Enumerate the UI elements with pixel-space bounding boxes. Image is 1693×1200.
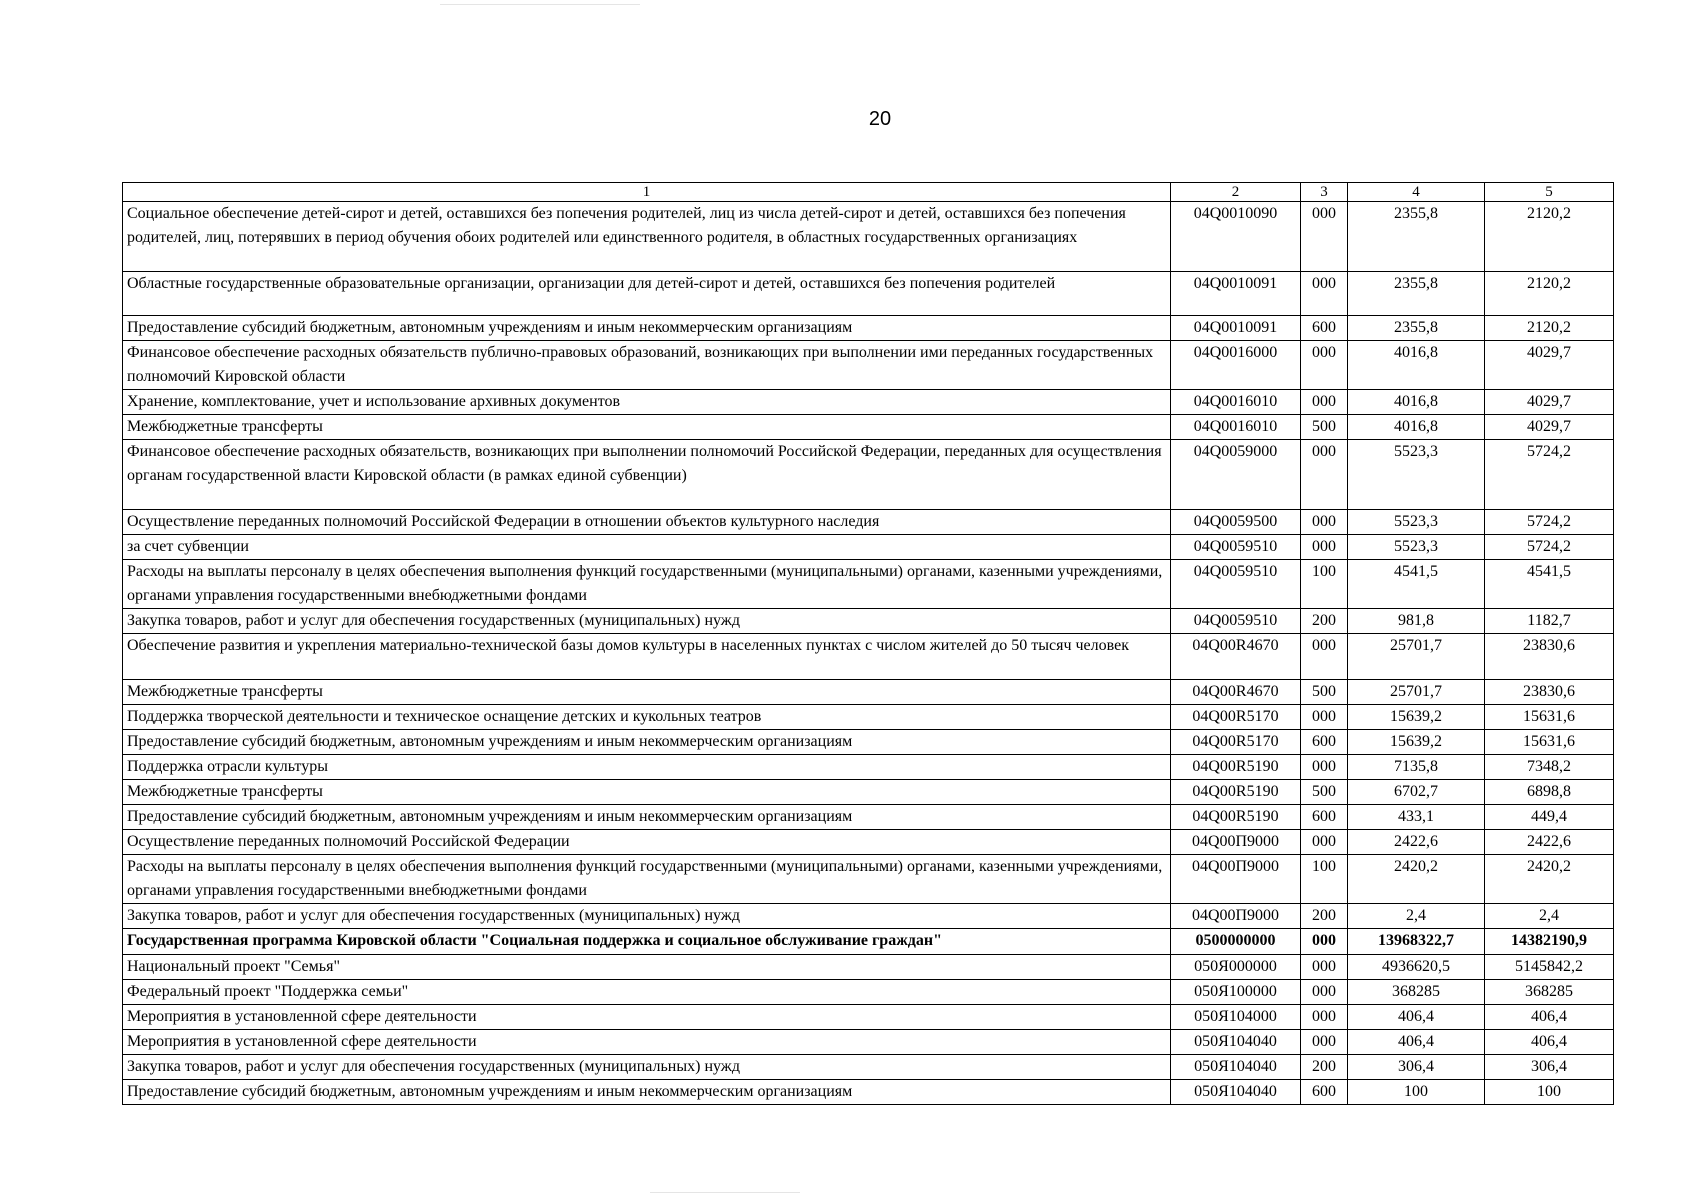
row-type-cell: 200 [1301, 1055, 1348, 1080]
scan-artifact [440, 4, 640, 5]
row-name-cell: Расходы на выплаты персоналу в целях обеспечения выполнения функций государственными (муниципальными) органами, казенными учреждениями, органами управления государственными внебюджетными фондами [123, 560, 1171, 609]
row-type-cell: 000 [1301, 1005, 1348, 1030]
row-value-col4-cell: 306,4 [1348, 1055, 1485, 1080]
row-name-cell: Предоставление субсидий бюджетным, автономным учреждениям и иным некоммерческим организациям [123, 316, 1171, 341]
row-name-cell: Предоставление субсидий бюджетным, автономным учреждениям и иным некоммерческим организациям [123, 730, 1171, 755]
table-row [123, 855, 1614, 904]
row-value-col4-cell: 2355,8 [1348, 272, 1485, 316]
row-value-col4-cell: 4016,8 [1348, 341, 1485, 390]
table-row [123, 415, 1614, 440]
row-name-cell: Национальный проект "Семья" [123, 955, 1171, 980]
row-type-cell: 000 [1301, 830, 1348, 855]
row-type-cell: 000 [1301, 390, 1348, 415]
row-value-col4-cell: 368285 [1348, 980, 1485, 1005]
row-type-cell: 600 [1301, 805, 1348, 830]
row-value-col5-cell: 406,4 [1485, 1005, 1614, 1030]
row-value-col4-cell: 2420,2 [1348, 855, 1485, 904]
table-row [123, 440, 1614, 510]
row-value-col4-cell: 6702,7 [1348, 780, 1485, 805]
table-row [123, 730, 1614, 755]
row-name-cell: Обеспечение развития и укрепления материально-технической базы домов культуры в населенных пунктах с числом жителей до 50 тысяч человек [123, 634, 1171, 680]
row-code-cell: 04Q0059510 [1171, 609, 1301, 634]
row-value-col4-cell: 4016,8 [1348, 415, 1485, 440]
table-row [123, 1005, 1614, 1030]
row-value-col4-cell: 2355,8 [1348, 202, 1485, 272]
table-row [123, 780, 1614, 805]
row-code-cell: 04Q00R5170 [1171, 730, 1301, 755]
row-code-cell: 04Q0059510 [1171, 560, 1301, 609]
row-value-col5-cell: 368285 [1485, 980, 1614, 1005]
row-code-cell: 050Я104040 [1171, 1030, 1301, 1055]
row-name-cell: Межбюджетные трансферты [123, 780, 1171, 805]
row-value-col5-cell: 2120,2 [1485, 202, 1614, 272]
table-row [123, 341, 1614, 390]
table-row [123, 390, 1614, 415]
row-name-cell: Расходы на выплаты персоналу в целях обеспечения выполнения функций государственными (муниципальными) органами, казенными учреждениями, органами управления государственными внебюджетными фондами [123, 855, 1171, 904]
row-type-cell: 000 [1301, 440, 1348, 510]
row-name-cell: Областные государственные образовательные организации, организации для детей-сирот и детей, оставшихся без попечения родителей [123, 272, 1171, 316]
budget-table [122, 182, 1614, 1105]
table-row [123, 904, 1614, 929]
row-type-cell: 000 [1301, 535, 1348, 560]
row-value-col4-cell: 4936620,5 [1348, 955, 1485, 980]
row-type-cell: 100 [1301, 855, 1348, 904]
row-value-col5-cell: 6898,8 [1485, 780, 1614, 805]
row-value-col4-cell: 406,4 [1348, 1030, 1485, 1055]
row-code-cell: 04Q00R4670 [1171, 634, 1301, 680]
row-type-cell: 000 [1301, 955, 1348, 980]
row-value-col5-cell: 23830,6 [1485, 634, 1614, 680]
row-value-col5-cell: 4029,7 [1485, 390, 1614, 415]
row-type-cell: 600 [1301, 730, 1348, 755]
row-code-cell: 04Q00П9000 [1171, 855, 1301, 904]
row-type-cell: 000 [1301, 510, 1348, 535]
row-value-col5-cell: 5724,2 [1485, 535, 1614, 560]
row-code-cell: 050Я000000 [1171, 955, 1301, 980]
row-name-cell: Закупка товаров, работ и услуг для обеспечения государственных (муниципальных) нужд [123, 904, 1171, 929]
row-code-cell: 0500000000 [1171, 929, 1301, 955]
row-type-cell: 000 [1301, 272, 1348, 316]
row-value-col5-cell: 306,4 [1485, 1055, 1614, 1080]
table-row [123, 510, 1614, 535]
row-value-col4-cell: 4541,5 [1348, 560, 1485, 609]
table-row [123, 955, 1614, 980]
column-header: 4 [1348, 183, 1485, 202]
table-row [123, 830, 1614, 855]
row-code-cell: 04Q0059510 [1171, 535, 1301, 560]
row-code-cell: 04Q00П9000 [1171, 830, 1301, 855]
row-code-cell: 050Я100000 [1171, 980, 1301, 1005]
row-value-col4-cell: 433,1 [1348, 805, 1485, 830]
row-type-cell: 000 [1301, 1030, 1348, 1055]
row-value-col4-cell: 13968322,7 [1348, 929, 1485, 955]
row-value-col5-cell: 2120,2 [1485, 316, 1614, 341]
row-name-cell: Мероприятия в установленной сфере деятельности [123, 1030, 1171, 1055]
row-code-cell: 04Q00R5190 [1171, 805, 1301, 830]
row-code-cell: 04Q0010091 [1171, 272, 1301, 316]
table-row [123, 535, 1614, 560]
row-type-cell: 000 [1301, 202, 1348, 272]
row-name-cell: Осуществление переданных полномочий Российской Федерации в отношении объектов культурного наследия [123, 510, 1171, 535]
row-type-cell: 000 [1301, 755, 1348, 780]
row-type-cell: 500 [1301, 415, 1348, 440]
table-row [123, 1055, 1614, 1080]
row-code-cell: 04Q00R4670 [1171, 680, 1301, 705]
table-row [123, 980, 1614, 1005]
scan-artifact [650, 1192, 800, 1193]
table-row [123, 1080, 1614, 1105]
row-type-cell: 200 [1301, 609, 1348, 634]
row-value-col5-cell: 4029,7 [1485, 341, 1614, 390]
row-name-cell: Государственная программа Кировской области "Социальная поддержка и социальное обслуживание граждан" [123, 929, 1171, 955]
row-value-col5-cell: 5724,2 [1485, 440, 1614, 510]
row-value-col5-cell: 1182,7 [1485, 609, 1614, 634]
row-name-cell: Предоставление субсидий бюджетным, автономным учреждениям и иным некоммерческим организациям [123, 805, 1171, 830]
row-code-cell: 04Q00R5170 [1171, 705, 1301, 730]
row-code-cell: 04Q0059500 [1171, 510, 1301, 535]
table-row [123, 634, 1614, 680]
row-value-col4-cell: 15639,2 [1348, 705, 1485, 730]
row-type-cell: 100 [1301, 560, 1348, 609]
row-code-cell: 050Я104040 [1171, 1055, 1301, 1080]
row-code-cell: 04Q0016010 [1171, 415, 1301, 440]
row-name-cell: Социальное обеспечение детей-сирот и детей, оставшихся без попечения родителей, лиц из числа детей-сирот и детей, оставшихся без попечения родителей, лиц, потерявших в период обучения обоих родителей или единственного родителя, в областных государственных организациях [123, 202, 1171, 272]
row-code-cell: 050Я104040 [1171, 1080, 1301, 1105]
row-type-cell: 000 [1301, 929, 1348, 955]
row-value-col4-cell: 5523,3 [1348, 510, 1485, 535]
row-value-col5-cell: 5724,2 [1485, 510, 1614, 535]
row-code-cell: 050Я104000 [1171, 1005, 1301, 1030]
row-value-col4-cell: 406,4 [1348, 1005, 1485, 1030]
column-header: 3 [1301, 183, 1348, 202]
row-value-col5-cell: 406,4 [1485, 1030, 1614, 1055]
row-value-col4-cell: 100 [1348, 1080, 1485, 1105]
row-value-col4-cell: 15639,2 [1348, 730, 1485, 755]
row-name-cell: Поддержка отрасли культуры [123, 755, 1171, 780]
row-name-cell: Федеральный проект "Поддержка семьи" [123, 980, 1171, 1005]
row-name-cell: Мероприятия в установленной сфере деятельности [123, 1005, 1171, 1030]
row-value-col5-cell: 2120,2 [1485, 272, 1614, 316]
row-type-cell: 000 [1301, 705, 1348, 730]
row-value-col5-cell: 15631,6 [1485, 705, 1614, 730]
row-name-cell: Финансовое обеспечение расходных обязательств, возникающих при выполнении полномочий Российской Федерации, переданных для осуществления органам государственной власти Кировской области (в рамках единой субвенции) [123, 440, 1171, 510]
row-value-col5-cell: 5145842,2 [1485, 955, 1614, 980]
column-header: 1 [123, 183, 1171, 202]
table-row [123, 805, 1614, 830]
row-code-cell: 04Q00R5190 [1171, 780, 1301, 805]
row-name-cell: Финансовое обеспечение расходных обязательств публично-правовых образований, возникающих при выполнении ими переданных государственных полномочий Кировской области [123, 341, 1171, 390]
row-value-col4-cell: 25701,7 [1348, 680, 1485, 705]
row-value-col4-cell: 5523,3 [1348, 535, 1485, 560]
row-name-cell: Закупка товаров, работ и услуг для обеспечения государственных (муниципальных) нужд [123, 609, 1171, 634]
row-code-cell: 04Q0016010 [1171, 390, 1301, 415]
column-header: 5 [1485, 183, 1614, 202]
row-value-col5-cell: 2,4 [1485, 904, 1614, 929]
row-value-col5-cell: 4029,7 [1485, 415, 1614, 440]
row-name-cell: Предоставление субсидий бюджетным, автономным учреждениям и иным некоммерческим организациям [123, 1080, 1171, 1105]
row-name-cell: Хранение, комплектование, учет и использование архивных документов [123, 390, 1171, 415]
row-value-col4-cell: 4016,8 [1348, 390, 1485, 415]
row-name-cell: Осуществление переданных полномочий Российской Федерации [123, 830, 1171, 855]
row-name-cell: Поддержка творческой деятельности и техническое оснащение детских и кукольных театров [123, 705, 1171, 730]
row-name-cell: Межбюджетные трансферты [123, 415, 1171, 440]
row-type-cell: 200 [1301, 904, 1348, 929]
table-row [123, 1030, 1614, 1055]
row-value-col4-cell: 7135,8 [1348, 755, 1485, 780]
row-value-col5-cell: 7348,2 [1485, 755, 1614, 780]
row-type-cell: 000 [1301, 980, 1348, 1005]
page-number: 20 [868, 108, 892, 130]
table-row [123, 755, 1614, 780]
row-value-col5-cell: 23830,6 [1485, 680, 1614, 705]
row-code-cell: 04Q0010091 [1171, 316, 1301, 341]
row-value-col5-cell: 2422,6 [1485, 830, 1614, 855]
row-value-col5-cell: 100 [1485, 1080, 1614, 1105]
row-code-cell: 04Q0059000 [1171, 440, 1301, 510]
table-row [123, 609, 1614, 634]
row-value-col4-cell: 2,4 [1348, 904, 1485, 929]
row-type-cell: 500 [1301, 680, 1348, 705]
row-type-cell: 600 [1301, 316, 1348, 341]
row-type-cell: 000 [1301, 634, 1348, 680]
table-row [123, 705, 1614, 730]
row-value-col5-cell: 4541,5 [1485, 560, 1614, 609]
table-header-row [123, 183, 1614, 202]
table-row [123, 929, 1614, 955]
row-value-col4-cell: 5523,3 [1348, 440, 1485, 510]
row-value-col5-cell: 2420,2 [1485, 855, 1614, 904]
row-code-cell: 04Q00R5190 [1171, 755, 1301, 780]
row-code-cell: 04Q00П9000 [1171, 904, 1301, 929]
row-value-col4-cell: 2355,8 [1348, 316, 1485, 341]
row-name-cell: Межбюджетные трансферты [123, 680, 1171, 705]
row-code-cell: 04Q0016000 [1171, 341, 1301, 390]
row-value-col4-cell: 2422,6 [1348, 830, 1485, 855]
column-header: 2 [1171, 183, 1301, 202]
row-type-cell: 500 [1301, 780, 1348, 805]
table-row [123, 272, 1614, 316]
row-value-col4-cell: 25701,7 [1348, 634, 1485, 680]
row-value-col5-cell: 449,4 [1485, 805, 1614, 830]
row-type-cell: 000 [1301, 341, 1348, 390]
row-type-cell: 600 [1301, 1080, 1348, 1105]
row-code-cell: 04Q0010090 [1171, 202, 1301, 272]
table-row [123, 316, 1614, 341]
row-name-cell: Закупка товаров, работ и услуг для обеспечения государственных (муниципальных) нужд [123, 1055, 1171, 1080]
row-value-col4-cell: 981,8 [1348, 609, 1485, 634]
row-value-col5-cell: 14382190,9 [1485, 929, 1614, 955]
row-name-cell: за счет субвенции [123, 535, 1171, 560]
table-row [123, 680, 1614, 705]
table-row [123, 560, 1614, 609]
row-value-col5-cell: 15631,6 [1485, 730, 1614, 755]
table-row [123, 202, 1614, 272]
